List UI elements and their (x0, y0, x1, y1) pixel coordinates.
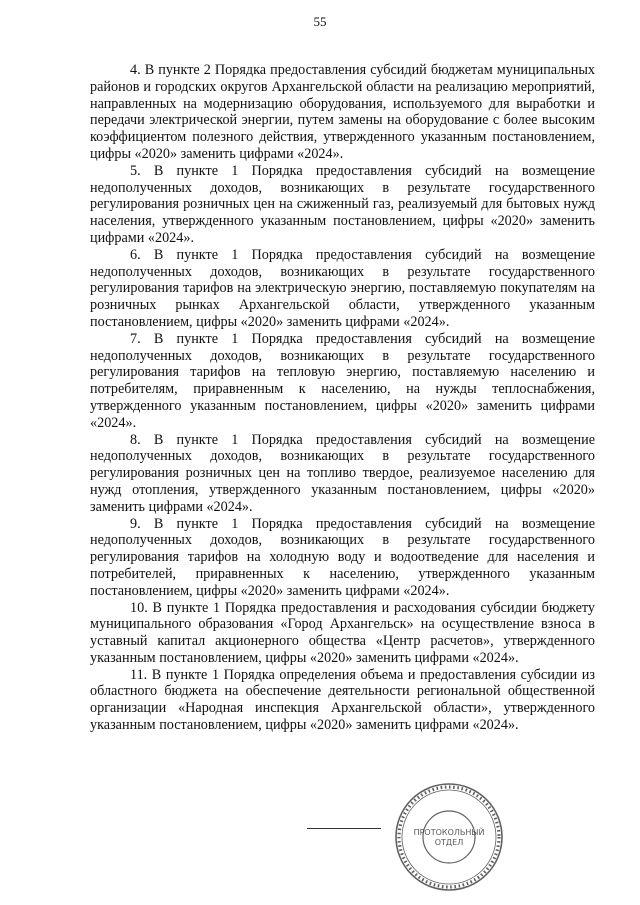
document-body (90, 62, 595, 734)
paragraph-6: 6. В пункте 1 Порядка предоставления субсидий на возмещение недополученных доходов, возникающих в результате государственного регулирования тарифов на электрическую энергию, поставляемую покупателям на розничных рынках Архангельской области, утвержденного указанным постановлением, цифры «2020» заменить цифрами «2024». (90, 246, 595, 330)
official-stamp (393, 781, 505, 893)
stamp-seal-icon (393, 781, 505, 893)
paragraph-11: 11. В пункте 1 Порядка определения объема и предоставления субсидии из областного бюджета на обеспечение деятельности региональной общественной организации «Народная инспекция Архангельской области», утвержденного указанным постановлением, цифры «2020» заменить цифрами «2024». (90, 666, 595, 734)
paragraph-7: 7. В пункте 1 Порядка предоставления субсидий на возмещение недополученных доходов, возникающих в результате государственного регулирования тарифов на тепловую энергию, поставляемую населению и потребителям, приравненным к населению, на нужды теплоснабжения, утвержденного указанным постановлением, цифры «2020» заменить цифрами «2024». (90, 330, 595, 431)
paragraph-9: 9. В пункте 1 Порядка предоставления субсидий на возмещение недополученных доходов, возникающих в результате государственного регулирования тарифов на холодную воду и водоотведение для населения и потребителей, приравненных к населению, утвержденного указанным постановлением, цифры «2020» заменить цифрами «2024». (90, 515, 595, 599)
paragraph-10: 10. В пункте 1 Порядка предоставления и расходования субсидии бюджету муниципального образования «Город Архангельск» на осуществление взноса в уставный капитал акционерного общества «Центр расчетов», утвержденного указанным постановлением, цифры «2020» заменить цифрами «2024». (90, 599, 595, 666)
stamp-line-2: ОТДЕЛ (434, 838, 464, 847)
signature-line (307, 828, 381, 829)
paragraph-4: 4. В пункте 2 Порядка предоставления субсидий бюджетам муниципальных районов и городских округов Архангельской области на реализацию мероприятий, направленных на модернизацию оборудования, используемого для выработки и передачи электрической энергии, путем замены на оборудование с более высоким коэффициентом полезного действия, утвержденного указанным постановлением, цифры «2020» заменить цифрами «2024». (90, 62, 595, 162)
paragraph-5: 5. В пункте 1 Порядка предоставления субсидий на возмещение недополученных доходов, возникающих в результате государственного регулирования розничных цен на сжиженный газ, реализуемый для бытовых нужд населения, утвержденного указанным постановлением, цифры «2020» заменить цифрами «2024». (90, 162, 595, 246)
page-number: 55 (313, 14, 327, 29)
paragraph-8: 8. В пункте 1 Порядка предоставления субсидий на возмещение недополученных доходов, возникающих в результате государственного регулирования розничных цен на топливо твердое, реализуемое населению для нужд отопления, утвержденного указанным постановлением, цифры «2020» заменить цифрами «2024». (90, 431, 595, 515)
stamp-line-1: ПРОТОКОЛЬНЫЙ (413, 828, 485, 837)
